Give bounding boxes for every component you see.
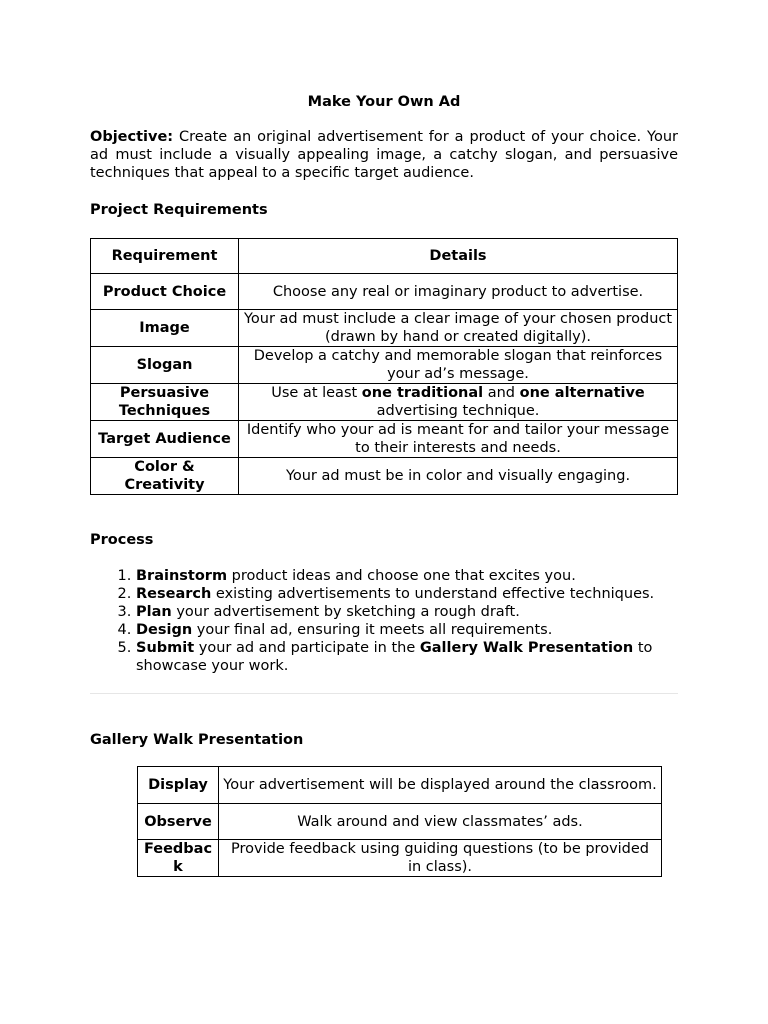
step-text: to showcase your work. xyxy=(136,640,653,674)
details-text: Use at least xyxy=(271,385,362,401)
step-keyword: Plan xyxy=(136,604,172,620)
gallery-table xyxy=(137,766,662,877)
column-header: Requirement xyxy=(91,239,239,274)
gallery-step-name: Feedback xyxy=(138,840,219,877)
step-text: your final ad, ensuring it meets all requirements. xyxy=(192,622,553,638)
step-text: existing advertisements to understand effective techniques. xyxy=(211,586,655,602)
step-text: your advertisement by sketching a rough draft. xyxy=(171,604,520,620)
requirement-name: Color & Creativity xyxy=(91,458,239,495)
column-header: Details xyxy=(239,239,678,274)
table-row xyxy=(91,347,678,384)
details-text: and xyxy=(483,385,520,401)
gallery-step-details: Walk around and view classmates’ ads. xyxy=(219,804,662,840)
gallery-step-details: Your advertisement will be displayed around the classroom. xyxy=(219,767,662,804)
step-keyword: Design xyxy=(136,622,193,638)
list-item xyxy=(136,603,678,621)
step-keyword: Submit xyxy=(136,640,195,656)
objective-paragraph xyxy=(90,128,678,182)
horizontal-divider xyxy=(90,693,678,694)
details-emphasis: one traditional xyxy=(361,385,484,401)
process-heading: Process xyxy=(90,532,154,548)
requirements-table xyxy=(90,238,678,495)
process-list xyxy=(90,567,678,675)
list-item xyxy=(136,639,678,675)
objective-label: Objective: xyxy=(90,129,174,145)
objective-text: Create an original advertisement for a product of your choice. Your ad must include a visually appealing image, a catchy slogan, and persuasive techniques that appeal to a specific target audience. xyxy=(90,129,678,181)
details-text: advertising technique. xyxy=(376,403,540,419)
step-keyword: Gallery Walk Presentation xyxy=(419,640,634,656)
table-row xyxy=(91,310,678,347)
requirement-details: Your ad must be in color and visually engaging. xyxy=(239,458,678,495)
requirements-heading: Project Requirements xyxy=(90,202,268,218)
requirement-details xyxy=(239,384,678,421)
gallery-heading: Gallery Walk Presentation xyxy=(90,732,304,748)
requirement-details: Your ad must include a clear image of your chosen product (drawn by hand or created digitally). xyxy=(239,310,678,347)
table-row xyxy=(91,421,678,458)
table-row xyxy=(138,840,662,877)
step-text: your ad and participate in the xyxy=(194,640,420,656)
step-keyword: Brainstorm xyxy=(136,568,228,584)
table-header-row xyxy=(91,239,678,274)
table-row xyxy=(91,274,678,310)
table-row xyxy=(138,767,662,804)
requirement-name: Image xyxy=(91,310,239,347)
gallery-step-name: Observe xyxy=(138,804,219,840)
requirement-name: Slogan xyxy=(91,347,239,384)
table-row xyxy=(91,384,678,421)
requirement-details: Identify who your ad is meant for and tailor your message to their interests and needs. xyxy=(239,421,678,458)
list-item xyxy=(136,567,678,585)
requirement-name: Target Audience xyxy=(91,421,239,458)
step-keyword: Research xyxy=(136,586,212,602)
table-row xyxy=(91,458,678,495)
table-row xyxy=(138,804,662,840)
requirement-name: Product Choice xyxy=(91,274,239,310)
requirement-details: Develop a catchy and memorable slogan that reinforces your ad’s message. xyxy=(239,347,678,384)
page-title: Make Your Own Ad xyxy=(307,94,461,110)
list-item xyxy=(136,621,678,639)
details-emphasis: one alternative xyxy=(519,385,645,401)
gallery-step-name: Display xyxy=(138,767,219,804)
gallery-step-details: Provide feedback using guiding questions (to be provided in class). xyxy=(219,840,662,877)
step-text: product ideas and choose one that excites you. xyxy=(227,568,576,584)
requirement-name: Persuasive Techniques xyxy=(91,384,239,421)
requirement-details: Choose any real or imaginary product to advertise. xyxy=(239,274,678,310)
list-item xyxy=(136,585,678,603)
